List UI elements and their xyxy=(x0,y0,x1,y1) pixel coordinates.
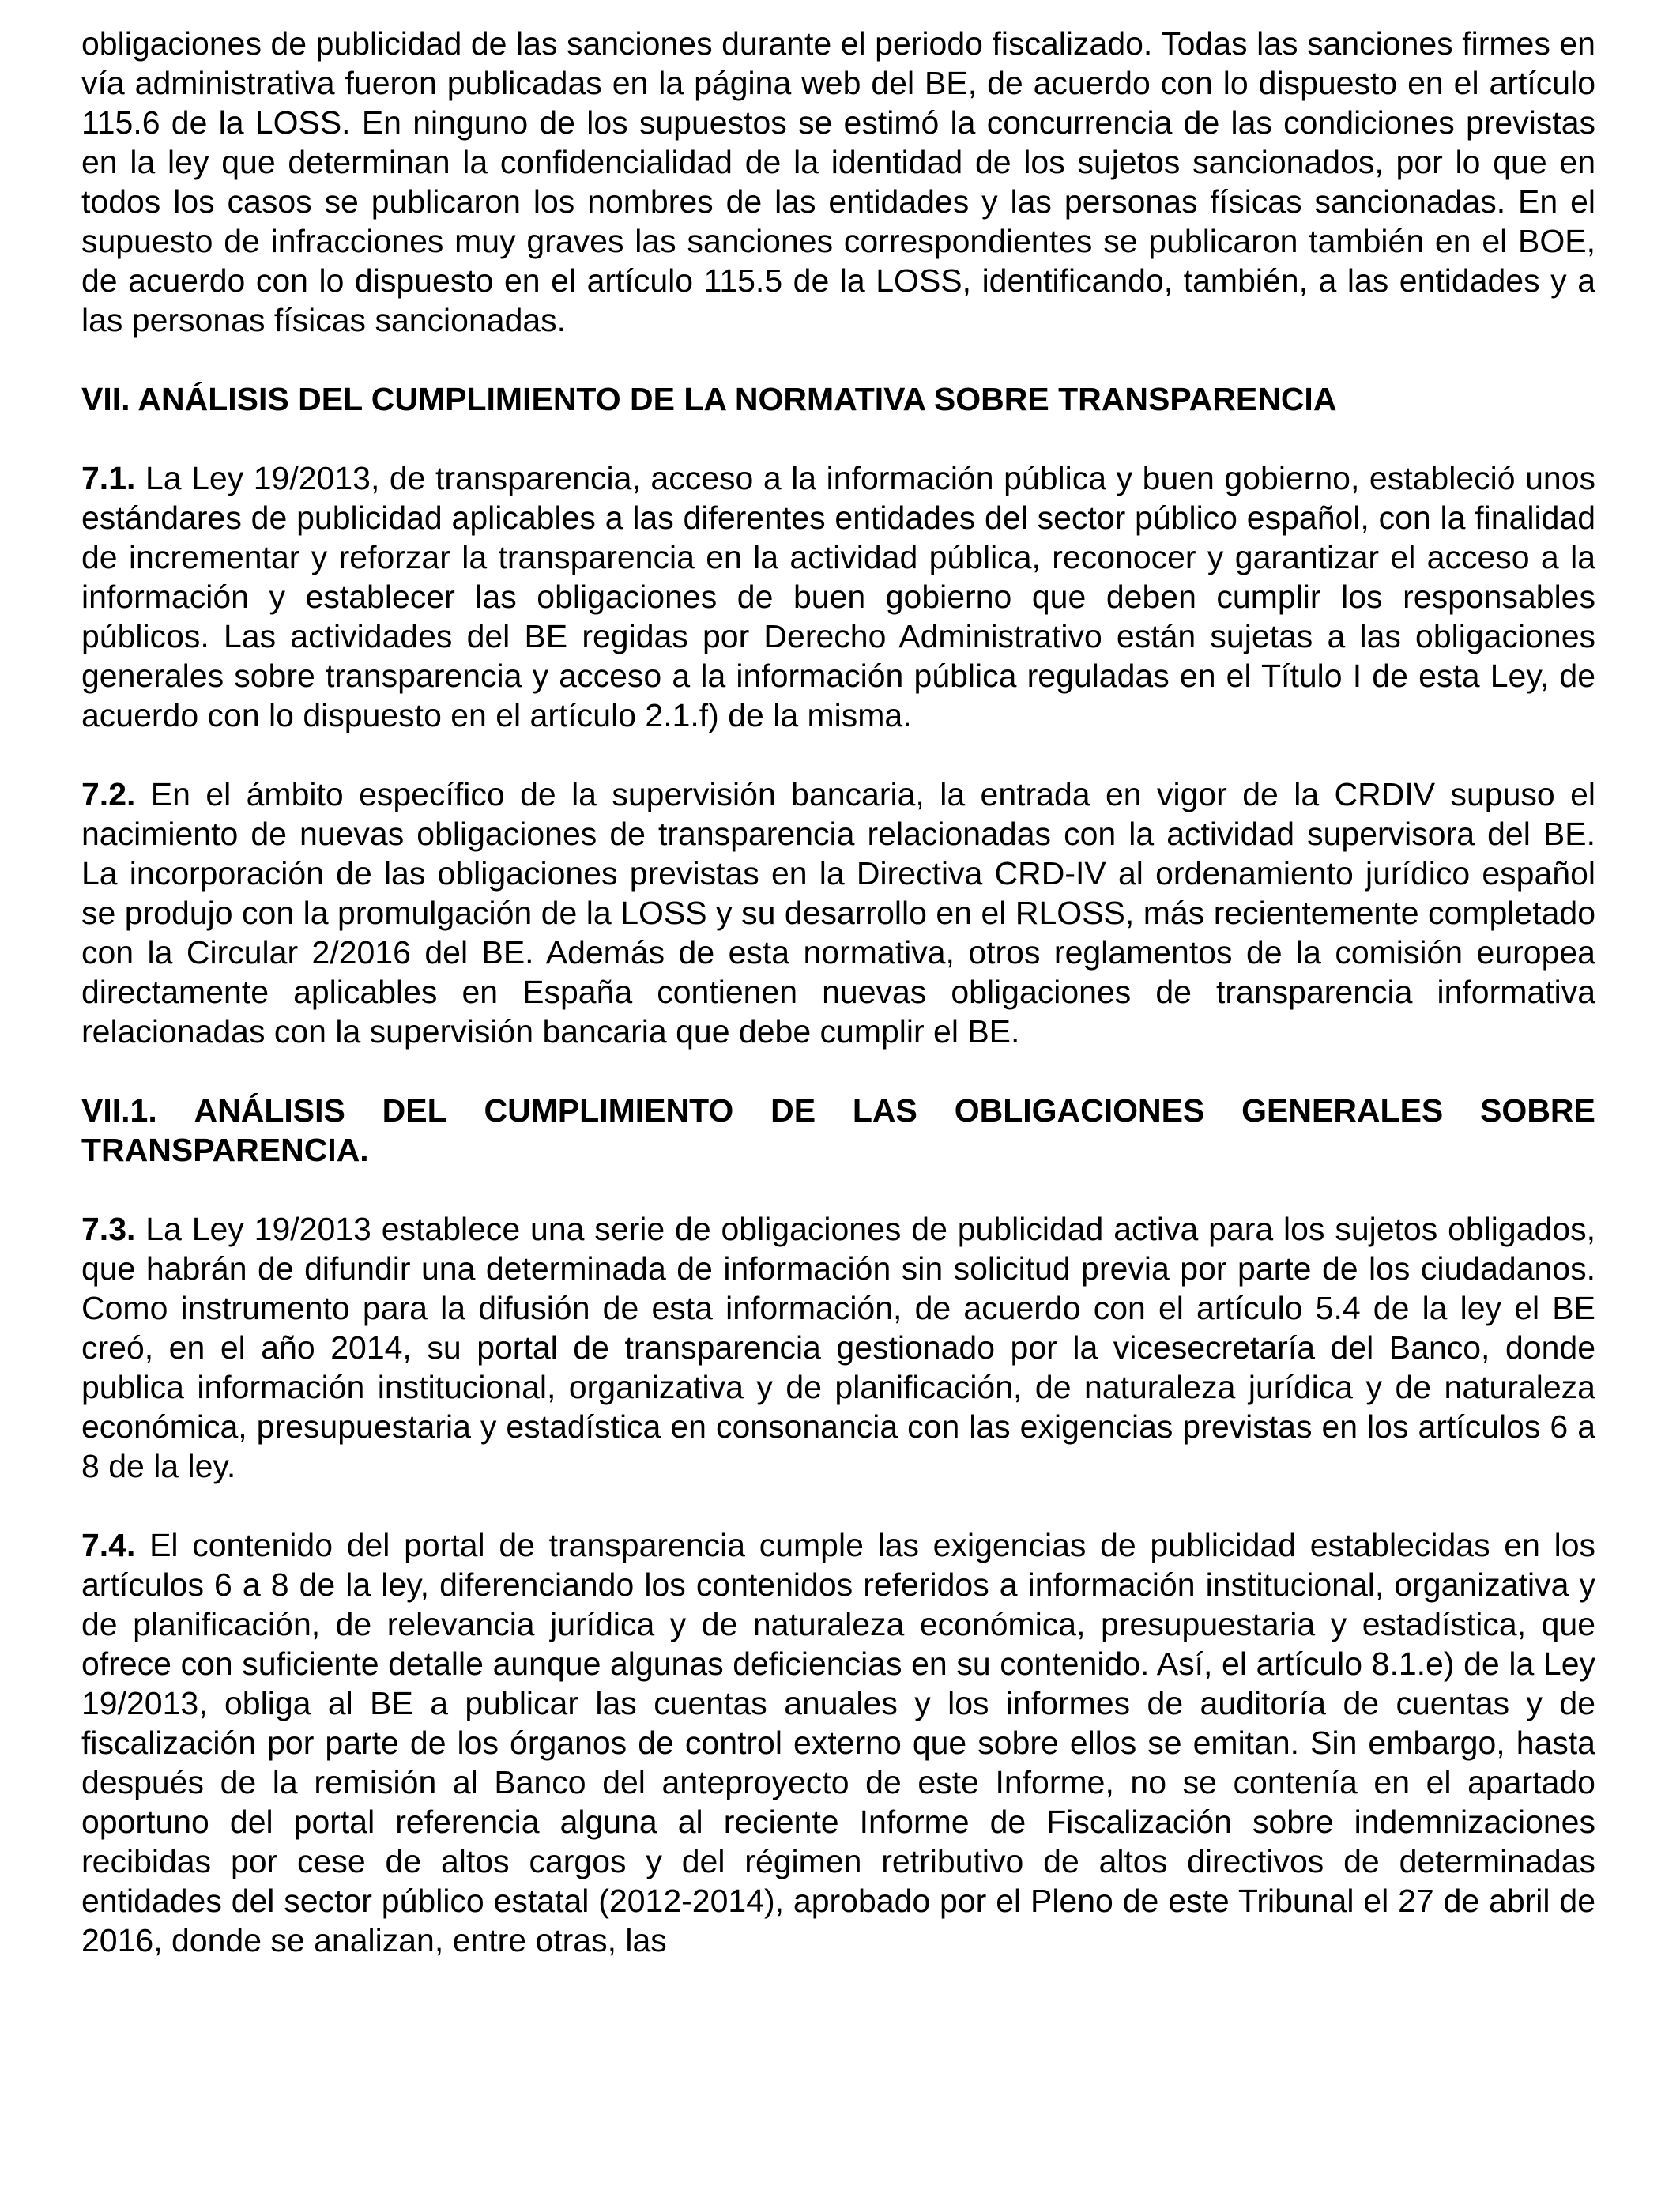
paragraph-7-1-number: 7.1. xyxy=(81,460,136,496)
paragraph-7-3-number: 7.3. xyxy=(81,1211,136,1247)
heading-word: DE xyxy=(770,1092,816,1129)
section-vii-1-heading xyxy=(81,1091,1595,1170)
paragraph-7-4-number: 7.4. xyxy=(81,1527,136,1563)
section-vii-heading xyxy=(81,379,1595,419)
heading-word: SOBRE xyxy=(1480,1092,1595,1129)
paragraph-7-1 xyxy=(81,458,1595,735)
document-page xyxy=(81,24,1595,1960)
paragraph-7-2-number: 7.2. xyxy=(81,776,136,812)
paragraph-7-2 xyxy=(81,775,1595,1051)
heading-word: GENERALES xyxy=(1241,1092,1444,1129)
paragraph-7-3 xyxy=(81,1209,1595,1486)
paragraph-7-3-text: La Ley 19/2013 establece una serie de obligaciones de publicidad activa para los sujetos obligados, que habrán de difundir una determinada de información sin solicitud previa por parte de los ciudadanos. Como instrumento para la difusión de esta información, de acuerdo con el artículo 5.4 de la ley el BE creó, en el año 2014, su portal de transparencia gestionado por la vicesecretaría del Banco, donde publica información institucional, organizativa y de planificación, de naturaleza jurídica y de naturaleza económica, presupuestaria y estadística en consonancia con las exigencias previstas en los artículos 6 a 8 de la ley. xyxy=(81,1211,1595,1484)
section-vii-1-heading-line2: TRANSPARENCIA. xyxy=(81,1132,369,1168)
heading-word: DEL xyxy=(382,1092,447,1129)
intro-paragraph xyxy=(81,24,1595,340)
heading-word: LAS xyxy=(852,1092,917,1129)
paragraph-7-2-text: En el ámbito específico de la supervisión bancaria, la entrada en vigor de la CRDIV supuso el nacimiento de nuevas obligaciones de transparencia relacionadas con la actividad supervisora del BE. La incorporación de las obligaciones previstas en la Directiva CRD-IV al ordenamiento jurídico español se produjo con la promulgación de la LOSS y su desarrollo en el RLOSS, más recientemente completado con la Circular 2/2016 del BE. Además de esta normativa, otros reglamentos de la comisión europea directamente aplicables en España contienen nuevas obligaciones de transparencia informativa relacionadas con la supervisión bancaria que debe cumplir el BE. xyxy=(81,776,1595,1050)
section-vii-1-heading-line1 xyxy=(81,1091,1595,1130)
intro-text: obligaciones de publicidad de las sanciones durante el periodo fiscalizado. Todas las sanciones firmes en vía administrativa fueron publicadas en la página web del BE, de acuerdo con lo dispuesto en el artículo 115.6 de la LOSS. En ninguno de los supuestos se estimó la concurrencia de las condiciones previstas en la ley que determinan la confidencialidad de la identidad de los sujetos sancionados, por lo que en todos los casos se publicaron los nombres de las entidades y las personas físicas sancionadas. En el supuesto de infracciones muy graves las sanciones correspondientes se publicaron también en el BOE, de acuerdo con lo dispuesto en el artículo 115.5 de la LOSS, identificando, también, a las entidades y a las personas físicas sancionadas. xyxy=(81,25,1595,338)
paragraph-7-4-text: El contenido del portal de transparencia cumple las exigencias de publicidad establecidas en los artículos 6 a 8 de la ley, diferenciando los contenidos referidos a información institucional, organizativa y de planificación, de relevancia jurídica y de naturaleza económica, presupuestaria y estadística, que ofrece con suficiente detalle aunque algunas deficiencias en su contenido. Así, el artículo 8.1.e) de la Ley 19/2013, obliga al BE a publicar las cuentas anuales y los informes de auditoría de cuentas y de fiscalización por parte de los órganos de control externo que sobre ellos se emitan. Sin embargo, hasta después de la remisión al Banco del anteproyecto de este Informe, no se contenía en el apartado oportuno del portal referencia alguna al reciente Informe de Fiscalización sobre indemnizaciones recibidas por cese de altos cargos y del régimen retributivo de altos directivos de determinadas entidades del sector público estatal (2012-2014), aprobado por el Pleno de este Tribunal el 27 de abril de 2016, donde se analizan, entre otras, las xyxy=(81,1527,1595,1958)
heading-word: ANÁLISIS xyxy=(194,1092,345,1129)
section-vii-title: VII. ANÁLISIS DEL CUMPLIMIENTO DE LA NORMATIVA SOBRE TRANSPARENCIA xyxy=(81,381,1337,417)
heading-word: VII.1. xyxy=(81,1092,157,1129)
heading-word: CUMPLIMIENTO xyxy=(484,1092,734,1129)
paragraph-7-4 xyxy=(81,1525,1595,1960)
heading-word: OBLIGACIONES xyxy=(954,1092,1205,1129)
paragraph-7-1-text: La Ley 19/2013, de transparencia, acceso a la información pública y buen gobierno, estableció unos estándares de publicidad aplicables a las diferentes entidades del sector público español, con la finalidad de incrementar y reforzar la transparencia en la actividad pública, reconocer y garantizar el acceso a la información y establecer las obligaciones de buen gobierno que deben cumplir los responsables públicos. Las actividades del BE regidas por Derecho Administrativo están sujetas a las obligaciones generales sobre transparencia y acceso a la información pública reguladas en el Título I de esta Ley, de acuerdo con lo dispuesto en el artículo 2.1.f) de la misma. xyxy=(81,460,1595,733)
